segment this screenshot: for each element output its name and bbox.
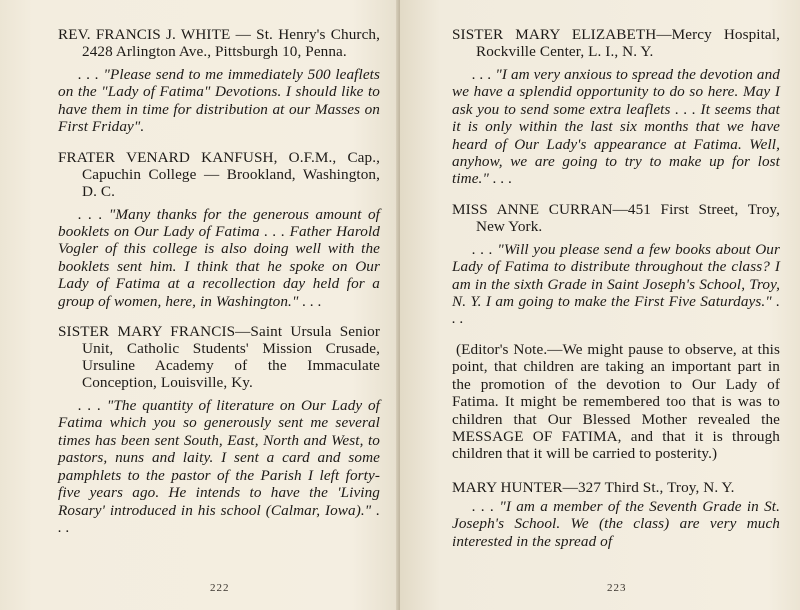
letter-entry — [452, 479, 780, 550]
editors-note: (Editor's Note.—We might pause to observe, at this point, that children are taking an important part in the promotion of the devotion to Our Lady of Fatima. It might be remembered too that is was to children that Our Blessed Mother revealed the MESSAGE OF FATIMA, and that it is through children that it will be carried to posterity.) — [452, 340, 780, 463]
letter-entry — [58, 26, 380, 136]
entry-header: SISTER MARY ELIZABETH—Mercy Hospital, Rockville Center, L. I., N. Y. — [452, 26, 780, 60]
entry-header: REV. FRANCIS J. WHITE — St. Henry's Church, 2428 Arlington Ave., Pittsburgh 10, Penna. — [58, 26, 380, 60]
entry-header: MARY HUNTER—327 Third St., Troy, N. Y. — [452, 478, 735, 496]
entry-header: SISTER MARY FRANCIS—Saint Ursula Senior Unit, Catholic Students' Mission Crusade, Ursuline Academy of the Immaculate Conception, Louisville, Ky. — [58, 323, 380, 392]
page-number: 223 — [607, 582, 627, 594]
entry-quote: . . . "I am a member of the Seventh Grade in St. Joseph's School. We (the class) are very much interested in the spread of — [452, 497, 780, 550]
entry-header: MISS ANNE CURRAN—451 First Street, Troy, New York. — [452, 200, 780, 235]
letter-entry — [452, 26, 780, 188]
entry-header: FRATER VENARD KANFUSH, O.F.M., Cap., Capuchin College — Brookland, Washington, D. C. — [58, 148, 380, 200]
page-number: 222 — [210, 582, 230, 594]
entry-quote: . . . "The quantity of literature on Our Lady of Fatima which you so generously sent me several times has been sent South, East, North and West, to pastors, nuns and laity. I sent a card and some pamphlets to the pastor of the Parish I left forty-five years ago. He intends to have the 'Living Rosary' introduced in his school (Calmar, Iowa)." . . . — [58, 397, 380, 536]
entry-quote: . . . "Many thanks for the generous amount of booklets on Our Lady of Fatima . . . Father Harold Vogler of this college is also doing well with the booklets sent him. I think that he spoke on Our Lady of Fatima at a recollection day held for a group of women, here, in Washington." . . . — [58, 205, 380, 310]
entry-quote: . . . "Will you please send a few books about Our Lady of Fatima to distribute throughout the class? I am in the sixth Grade in Saint Joseph's School, Troy, N. Y. I am going to make the First Five Saturdays." . . . — [452, 240, 780, 328]
right-page — [400, 0, 800, 610]
letter-entry — [452, 201, 780, 328]
letter-entry — [58, 149, 380, 310]
letter-entry — [58, 323, 380, 536]
entry-quote: . . . "Please send to me immediately 500 leaflets on the "Lady of Fatima" Devotions. I should like to have them in time for distribution at our Masses on First Friday". — [58, 66, 380, 136]
entry-quote: . . . "I am very anxious to spread the devotion and we have a splendid opportunity to do so here. May I ask you to send some extra leaflets . . . It seems that it is only within the last six months that we have heard of Our Lady's appearance at Fatima. Well, anyhow, we are going to try to make up for lost time." . . . — [452, 66, 780, 188]
